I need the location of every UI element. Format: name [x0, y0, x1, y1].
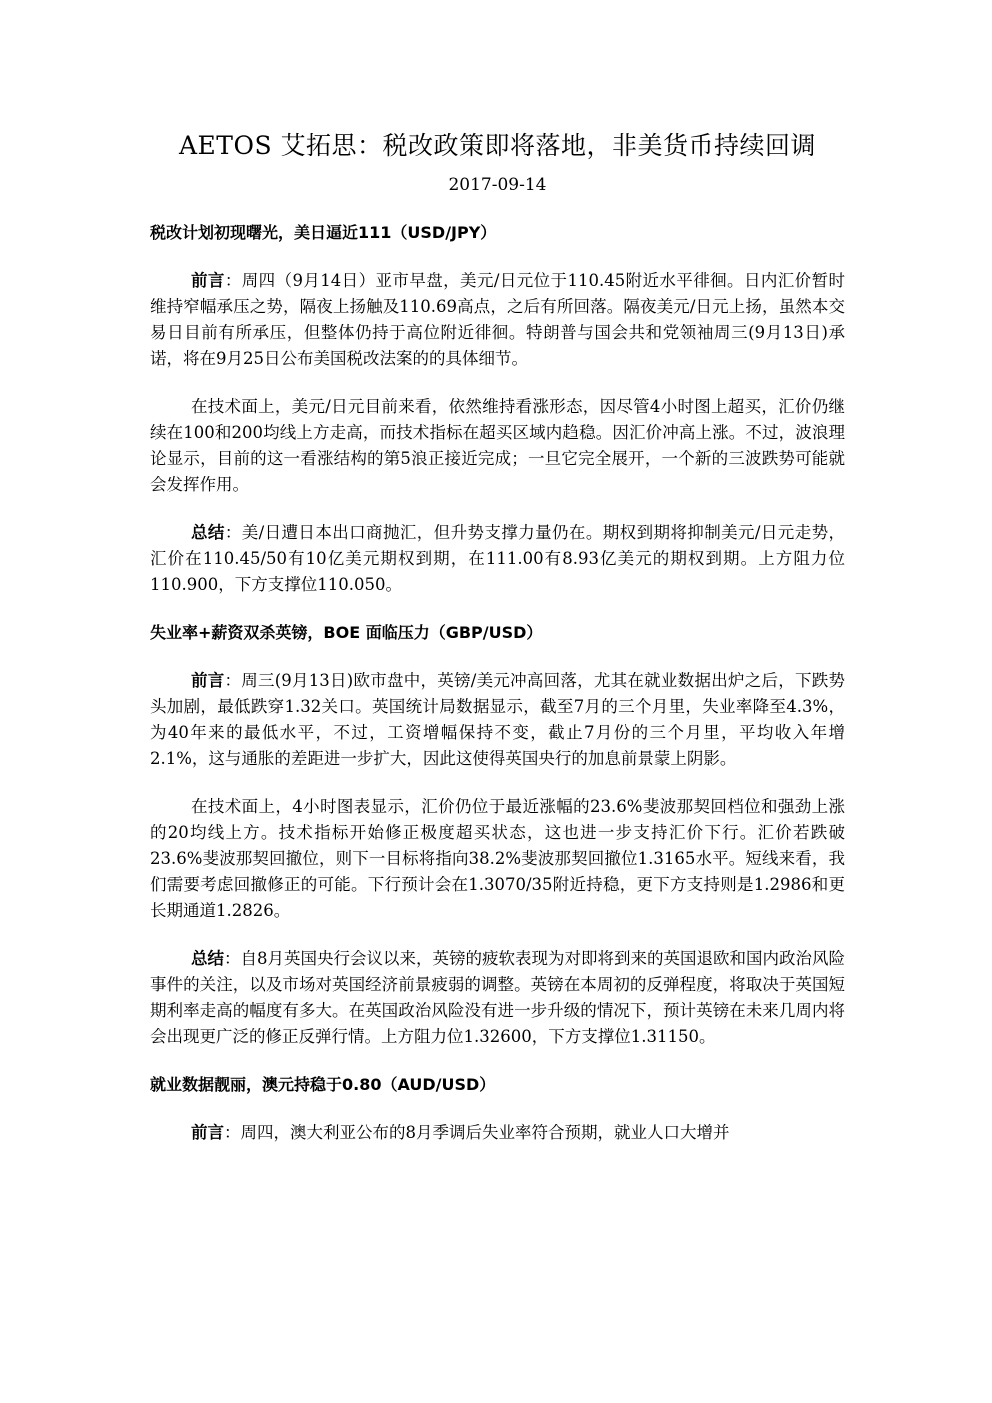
- section-heading: 失业率+薪资双杀英镑，BOE 面临压力（GBP/USD）: [150, 623, 543, 642]
- paragraph-lead: 前言: [191, 1123, 224, 1142]
- paragraph-preface: [150, 1120, 845, 1146]
- publish-date: 2017-09-14: [448, 175, 547, 195]
- paragraph-preface: [150, 268, 845, 372]
- paragraph-lead: 总结: [191, 949, 224, 968]
- paragraph-text: ：周四，澳大利亚公布的8月季调后失业率符合预期，就业人口大增并: [224, 1123, 730, 1142]
- section-usd-jpy: [150, 220, 845, 598]
- paragraph-text: ：周三(9月13日)欧市盘中，英镑/美元冲高回落，尤其在就业数据出炉之后，下跌势头加剧，最低跌穿1.32关口。英国统计局数据显示，截至7月的三个月里，失业率降至4.3%，为40年来的最低水平，不过，工资增幅保持不变，截止7月份的三个月里，平均收入年增2.1%，这与通胀的差距进一步扩大，因此这使得英国央行的加息前景蒙上阴影。: [150, 671, 846, 768]
- paragraph-text: 在技术面上，美元/日元目前来看，依然维持看涨形态，因尽管4小时图上超买，汇价仍继续在100和200均线上方走高，而技术指标在超买区域内趋稳。因汇价冲高上涨。不过，波浪理论显示，目前的这一看涨结构的第5浪正接近完成；一旦它完全展开，一个新的三波跌势可能就会发挥作用。: [150, 397, 845, 494]
- section-heading: 就业数据靓丽，澳元持稳于0.80（AUD/USD）: [150, 1075, 496, 1094]
- paragraph-preface: [150, 668, 845, 772]
- paragraph-lead: 总结: [191, 523, 225, 542]
- paragraph-lead: 前言: [191, 671, 225, 690]
- section-gbp-usd: [150, 620, 845, 1050]
- paragraph-technical: [150, 394, 845, 498]
- page-title: AETOS 艾拓思：税改政策即将落地，非美货币持续回调: [178, 131, 817, 160]
- paragraph-text: 在技术面上，4小时图表显示，汇价仍位于最近涨幅的23.6%斐波那契回档位和强劲上涨的20均线上方。技术指标开始修正极度超买状态，这也进一步支持汇价下行。汇价若跌破23.6%斐波那契回撤位，则下一目标将指向38.2%斐波那契回撤位1.3165水平。短线来看，我们需要考虑回撤修正的可能。下行预计会在1.3070/35附近持稳，更下方支持则是1.2986和更长期通道1.2826。: [150, 797, 845, 920]
- paragraph-technical: [150, 794, 845, 924]
- section-heading: 税改计划初现曙光，美日逼近111（USD/JPY）: [150, 223, 497, 242]
- paragraph-lead: 前言: [191, 271, 225, 290]
- paragraph-text: ：自8月英国央行会议以来，英镑的疲软表现为对即将到来的英国退欧和国内政治风险事件的关注，以及市场对英国经济前景疲弱的调整。英镑在本周初的反弹程度，将取决于英国短期利率走高的幅度有多大。在英国政治风险没有进一步升级的情况下，预计英镑在未来几周内将会出现更广泛的修正反弹行情。上方阻力位1.32600，下方支撑位1.31150。: [150, 949, 845, 1046]
- paragraph-summary: [150, 946, 845, 1050]
- paragraph-summary: [150, 520, 845, 598]
- paragraph-text: ：周四（9月14日）亚市早盘，美元/日元位于110.45附近水平徘徊。日内汇价暂时维持窄幅承压之势，隔夜上扬触及110.69高点，之后有所回落。隔夜美元/日元上扬，虽然本交易日目前有所承压，但整体仍持于高位附近徘徊。特朗普与国会共和党领袖周三(9月13日)承诺，将在9月25日公布美国税改法案的的具体细节。: [150, 271, 846, 368]
- paragraph-text: ：美/日遭日本出口商抛汇，但升势支撑力量仍在。期权到期将抑制美元/日元走势，汇价在110.45/50有10亿美元期权到期，在111.00有8.93亿美元的期权到期。上方阻力位110.900，下方支撑位110.050。: [150, 523, 846, 594]
- section-aud-usd: [150, 1072, 845, 1146]
- document-content: [150, 128, 845, 1146]
